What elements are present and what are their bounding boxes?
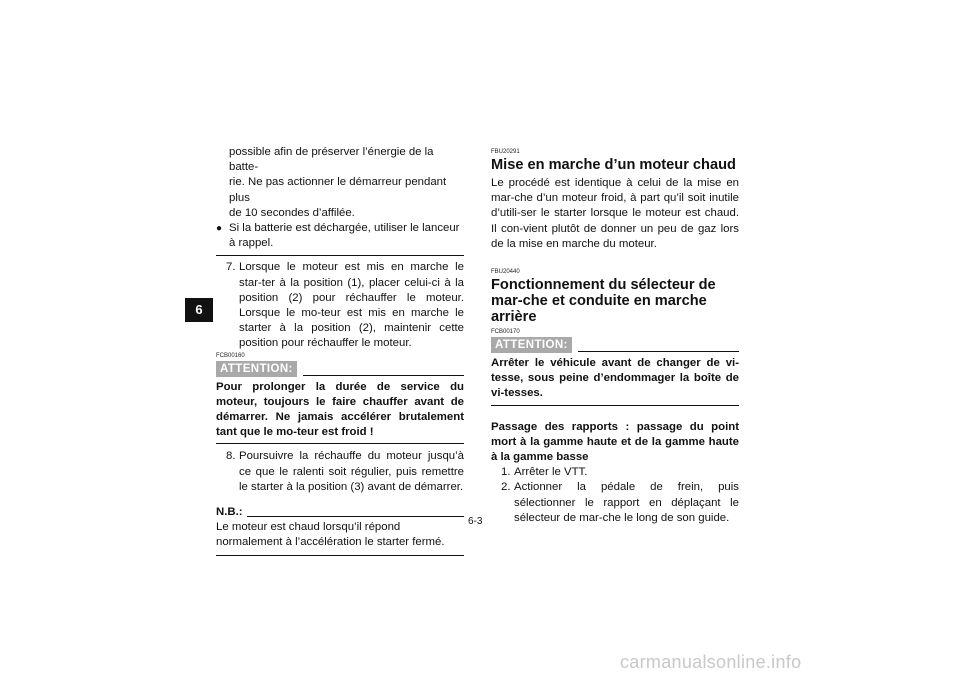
step-number: 7. — [226, 261, 236, 274]
note-rule — [247, 516, 464, 517]
text-line: possible afin de préserver l’énergie de la batte- — [229, 146, 434, 174]
warning-text: Arrêter le véhicule avant de changer de vi-tesse, sous peine d’endommager la boîte de vi-tesses. — [491, 357, 739, 400]
step-7 — [216, 260, 464, 351]
attention-rule — [578, 351, 739, 352]
text-line: rie. Ne pas actionner le démarreur pendant plus — [229, 176, 447, 204]
attention-label: ATTENTION: — [491, 337, 572, 353]
section-heading: Mise en marche d’un moteur chaud — [491, 157, 736, 173]
step-text: Lorsque le moteur est mis en marche le star-ter à la position (1), placer celui-ci à la position (2) pour réchauffer le moteur. Lorsque le mo-teur est mis en marche le starter à la position (2), maintenir cette position pour réchauffer le moteur. — [239, 261, 464, 350]
step-1 — [491, 465, 739, 480]
attention-label: ATTENTION: — [216, 361, 297, 377]
sub-heading: Passage des rapports : passage du point mort à la gamme haute et de la gamme haute à la gamme basse — [491, 420, 739, 464]
divider — [216, 255, 464, 256]
reference-code: FCB00170 — [491, 329, 520, 336]
watermark: carmanualsonline.info — [620, 652, 802, 672]
paragraph: Le procédé est identique à celui de la mise en mar-che d’un moteur froid, à part qu’il soit inutile d’utili-ser le starter lorsque le moteur est chaud. Il con-vient plutôt de donner un peu de gaz lors de la mise en marche du moteur. — [491, 177, 739, 250]
chapter-tab: 6 — [185, 298, 213, 322]
continued-text — [216, 145, 464, 221]
note-text: Le moteur est chaud lorsqu’il répond normalement à l’accélération le starter fermé. — [216, 521, 445, 549]
divider — [216, 443, 464, 444]
step-text: Actionner la pédale de frein, puis sélectionner le rapport en déplaçant le sélecteur de mar-che le long de son guide. — [514, 481, 739, 524]
divider — [216, 555, 464, 556]
attention-header — [491, 337, 739, 353]
note-label: N.B.: — [216, 506, 243, 519]
step-number: 8. — [226, 450, 236, 463]
divider — [491, 405, 739, 406]
page-number: 6-3 — [468, 516, 483, 527]
bullet-item — [216, 221, 464, 251]
reference-code: FCB00160 — [216, 352, 245, 359]
step-text: Poursuivre la réchauffe du moteur jusqu’à ce que le ralenti soit régulier, puis remettre le starter à la position (3) avant de démarrer. — [239, 450, 464, 493]
warning-text: Pour prolonger la durée de service du moteur, toujours le faire chauffer avant de démarrer. Ne jamais accélérer brutalement tant que le mo-teur est froid ! — [216, 380, 464, 439]
bullet-text: Si la batterie est déchargée, utiliser le lanceur à rappel. — [229, 222, 460, 250]
bullet-icon: ● — [216, 223, 223, 235]
step-2 — [491, 480, 739, 526]
left-column — [216, 145, 464, 560]
step-8 — [216, 449, 464, 495]
reference-code: FBU20440 — [491, 269, 520, 276]
attention-rule — [303, 375, 464, 376]
step-text: Arrêter le VTT. — [514, 466, 588, 479]
step-number: 2. — [501, 481, 511, 494]
step-number: 1. — [501, 466, 511, 479]
reference-code: FBU20291 — [491, 149, 520, 155]
attention-header — [216, 361, 464, 377]
note-header — [216, 505, 464, 520]
section-heading: Fonctionnement du sélecteur de mar-che et conduite en marche arrière — [491, 277, 716, 326]
right-column — [491, 148, 739, 526]
text-line: de 10 secondes d’affilée. — [229, 206, 355, 219]
